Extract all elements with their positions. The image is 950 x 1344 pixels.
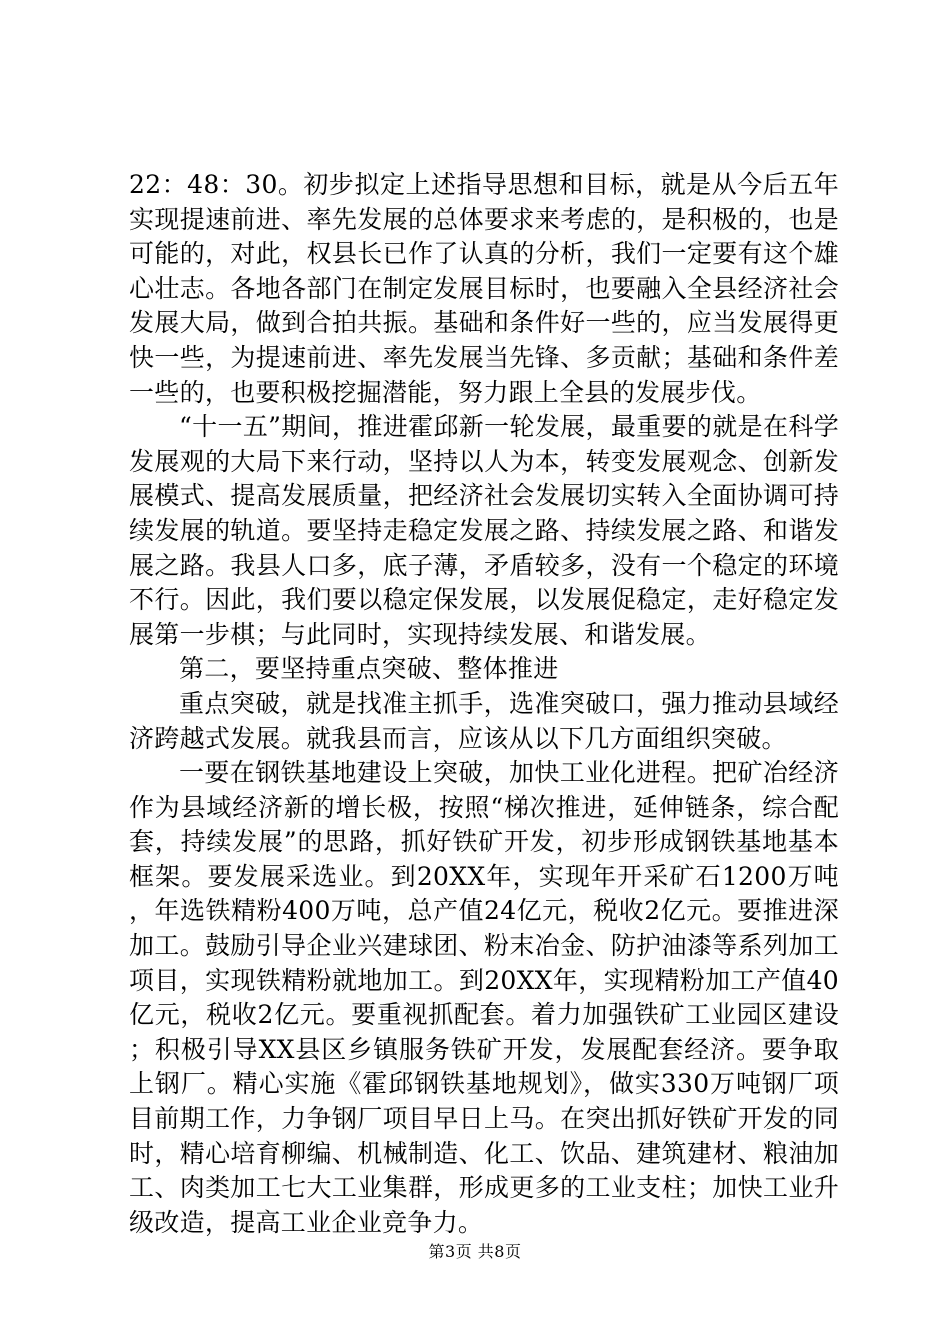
paragraph-development-path: “十一五”期间，推进霍邱新一轮发展，最重要的就是在科学发展观的大局下来行动，坚持以人为本，转变发展观念、创新发展模式、提高发展质量，把经济社会发展切实转入全面协调可持续发展的轨道。要坚持走稳定发展之路、持续发展之路、和谐发展之路。我县人口多，底子薄，矛盾较多，没有一个稳定的环境不行。因此，我们要以稳定保发展，以发展促稳定，走好稳定发展第一步棋；与此同时，实现持续发展、和谐发展。 bbox=[129, 412, 839, 649]
paragraph-steel-base: 一要在钢铁基地建设上突破，加快工业化进程。把矿冶经济作为县域经济新的增长极，按照“梯次推进，延伸链条，综合配套，持续发展”的思路，抓好铁矿开发，初步形成钢铁基地基本框架。要发展采选业。到20XX年，实现年开采矿石1200万吨，年选铁精粉400万吨，总产值24亿元，税收2亿元。要推进深加工。鼓励引导企业兴建球团、粉末冶金、防护油漆等系列加工项目，实现铁精粉就地加工。到20XX年，实现精粉加工产值40亿元，税收2亿元。要重视抓配套。着力加强铁矿工业园区建设；积极引导XX县区乡镇服务铁矿开发，发展配套经济。要争取上钢厂。精心实施《霍邱钢铁基地规划》，做实330万吨钢厂项目前期工作，力争钢厂项目早日上马。在突出抓好铁矿开发的同时，精心培育柳编、机械制造、化工、饮品、建筑建材、粮油加工、肉类加工七大工业集群，形成更多的工业支柱；加快工业升级改造，提高工业企业竞争力。 bbox=[129, 758, 839, 1237]
paragraph-continuation: 22：48：30。初步拟定上述指导思想和目标，就是从今后五年实现提速前进、率先发展的总体要求来考虑的，是积极的，也是可能的，对此，权县长已作了认真的分析，我们一定要有这个雄心壮志。各地各部门在制定发展目标时，也要融入全县经济社会发展大局，做到合拍共振。基础和条件好一些的，应当发展得更快一些，为提速前进、率先发展当先锋、多贡献；基础和条件差一些的，也要积极挖掘潜能，努力跟上全县的发展步伐。 bbox=[129, 170, 839, 407]
page-footer bbox=[0, 1242, 950, 1262]
page-number: 第3页 共8页 bbox=[428, 1242, 522, 1261]
section-heading: 第二，要坚持重点突破、整体推进 bbox=[179, 654, 559, 684]
document-body bbox=[129, 168, 839, 1240]
paragraph-key-breakthrough: 重点突破，就是找准主抓手，选准突破口，强力推动县域经济跨越式发展。就我县而言，应该从以下几方面组织突破。 bbox=[129, 688, 839, 753]
